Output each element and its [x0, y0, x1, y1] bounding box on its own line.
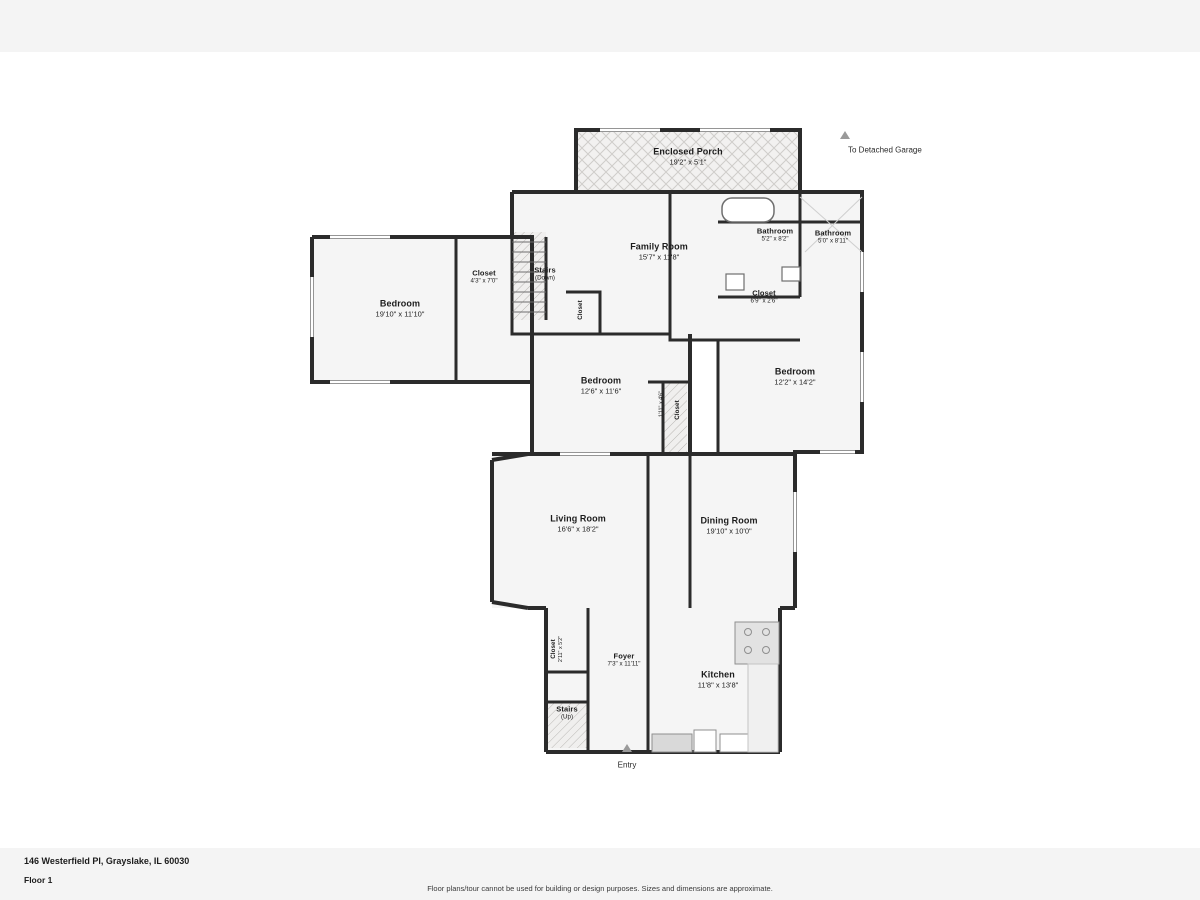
room-dimension: 11'8" x 13'8": [697, 680, 739, 690]
room-name: Closet: [752, 288, 776, 298]
room-dimension: 19'10" x 10'0": [706, 526, 752, 536]
room-dimension: 2'11" x 5'2": [557, 635, 564, 663]
room-name: Bedroom: [379, 298, 421, 309]
floorplan-drawing: [0, 52, 1200, 848]
room-dimension: 5'0" x 8'11": [817, 237, 849, 245]
room-name: Stairs: [556, 704, 578, 714]
room-dimension: 5'2" x 8'2": [761, 235, 789, 243]
room-name: Dining Room: [700, 515, 758, 526]
room-dimension: 6'9" x 2'6": [750, 297, 778, 305]
room-name: Closet: [577, 300, 585, 320]
room-name: Enclosed Porch: [653, 146, 723, 157]
disclaimer-text: Floor plans/tour cannot be used for building or design purposes. Sizes and dimensions are approximate.: [427, 884, 773, 893]
room-name: Bathroom: [756, 226, 794, 236]
room-name: Foyer: [613, 651, 635, 661]
garage-direction-icon: [840, 131, 850, 139]
floorplan-canvas: [0, 52, 1200, 893]
room-dimension: 16'6" x 18'2": [557, 524, 599, 534]
room-name: Closet: [674, 400, 682, 420]
room-dimension: 19'2" x 5'1": [669, 157, 707, 167]
annotation-to-detached-garage: To Detached Garage: [848, 145, 922, 155]
annotation-entry: Entry: [617, 760, 637, 770]
room-dimension: 4'3" x 7'0": [470, 277, 498, 285]
room-name: Closet: [549, 639, 557, 659]
room-dimension: 19'10" x 11'10": [375, 309, 425, 319]
room-dimension: 12'6" x 11'6": [580, 386, 622, 396]
room-name: Family Room: [630, 241, 688, 252]
room-dimension: (Down): [535, 274, 555, 282]
room-dimension: 7'3" x 11'11": [607, 660, 641, 668]
room-dimension: 12'2" x 14'2": [774, 377, 816, 387]
floor-label: Floor 1: [24, 875, 53, 885]
room-name: Closet: [472, 268, 496, 278]
room-dimension: (Up): [560, 713, 574, 721]
room-name: Bathroom: [814, 228, 852, 238]
entry-direction-icon: [622, 744, 632, 752]
room-name: Kitchen: [701, 669, 735, 680]
property-address: 146 Westerfield Pl, Grayslake, IL 60030: [24, 856, 190, 866]
room-dimension: 1'11" x 4'6": [658, 390, 665, 418]
room-dimension: 15'7" x 11'8": [638, 252, 680, 262]
room-name: Stairs: [534, 265, 556, 275]
room-name: Bedroom: [580, 375, 622, 386]
room-name: Bedroom: [774, 366, 816, 377]
room-name: Living Room: [550, 513, 606, 524]
